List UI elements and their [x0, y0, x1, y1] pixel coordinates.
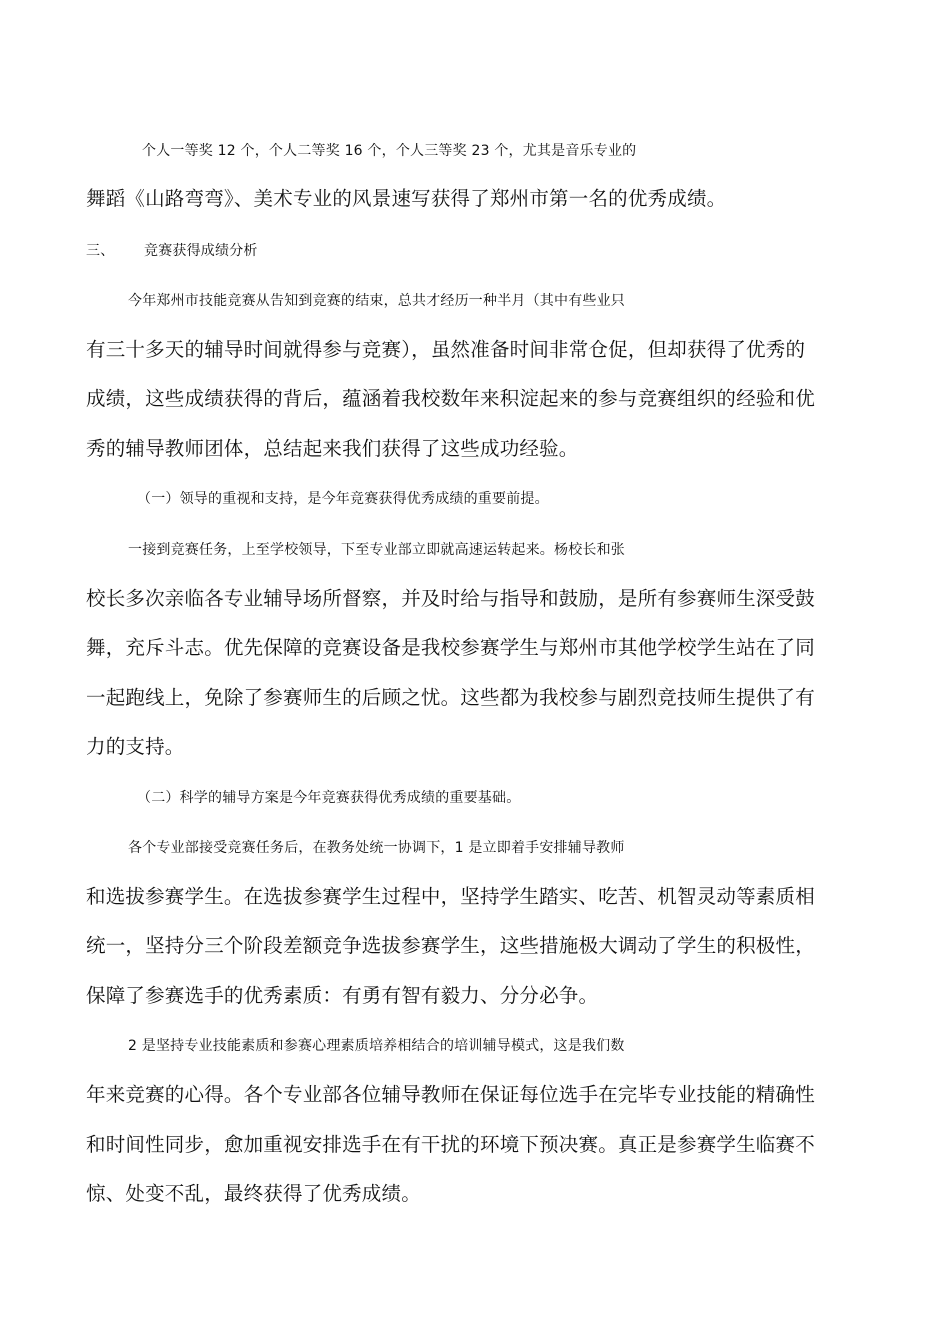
paragraph-line: 一接到竞赛任务，上至学校领导，下至专业部立即就高速运转起来。杨校长和张 [128, 542, 625, 558]
paragraph-line: 统一，坚持分三个阶段差额竞争选拔参赛学生，这些措施极大调动了学生的积极性， [86, 934, 815, 957]
paragraph-line: 今年郑州市技能竞赛从告知到竞赛的结束，总共才经历一种半月（其中有些业只 [128, 293, 625, 309]
paragraph-line: 年来竞赛的心得。各个专业部各位辅导教师在保证每位选手在完毕专业技能的精确性 [86, 1083, 815, 1106]
paragraph-line: 保障了参赛选手的优秀素质：有勇有智有毅力、分分必争。 [86, 984, 599, 1007]
paragraph-line: 一起跑线上，免除了参赛师生的后顾之忧。这些都为我校参与剧烈竞技师生提供了有 [86, 686, 815, 709]
paragraph-line: 舞蹈《山路弯弯》、美术专业的风景速写获得了郑州市第一名的优秀成绩。 [86, 187, 727, 210]
paragraph-line: 和时间性同步，愈加重视安排选手在有干扰的环境下预决赛。真正是参赛学生临赛不 [86, 1133, 815, 1156]
paragraph-line: 2 是坚持专业技能素质和参赛心理素质培养相结合的培训辅导模式，这是我们数 [128, 1038, 625, 1054]
paragraph-line: 和选拔参赛学生。在选拔参赛学生过程中，坚持学生踏实、吃苦、机智灵动等素质相 [86, 885, 815, 908]
paragraph-line: 有三十多天的辅导时间就得参与竞赛），虽然准备时间非常仓促，但却获得了优秀的 [86, 338, 806, 361]
paragraph-line: 个人一等奖 12 个，个人二等奖 16 个，个人三等奖 23 个，尤其是音乐专业的 [142, 143, 637, 159]
section-number: 三、 [86, 243, 115, 259]
paragraph-line: 成绩，这些成绩获得的背后，蕴涵着我校数年来积淀起来的参与竞赛组织的经验和优 [86, 387, 815, 410]
paragraph-line: 舞，充斥斗志。优先保障的竞赛设备是我校参赛学生与郑州市其他学校学生站在了同 [86, 636, 815, 659]
subheading-2: （二）科学的辅导方案是今年竞赛获得优秀成绩的重要基础。 [137, 790, 521, 806]
section-title: 竞赛获得成绩分析 [144, 243, 258, 259]
paragraph-line: 校长多次亲临各专业辅导场所督察，并及时给与指导和鼓励，是所有参赛师生深受鼓 [86, 587, 815, 610]
subheading-1: （一）领导的重视和支持，是今年竞赛获得优秀成绩的重要前提。 [137, 491, 549, 507]
paragraph-line: 秀的辅导教师团体，总结起来我们获得了这些成功经验。 [86, 437, 579, 460]
paragraph-line: 惊、处变不乱，最终获得了优秀成绩。 [86, 1182, 421, 1205]
paragraph-line: 力的支持。 [86, 735, 185, 758]
paragraph-line: 各个专业部接受竞赛任务后，在教务处统一协调下，1 是立即着手安排辅导教师 [128, 840, 625, 856]
